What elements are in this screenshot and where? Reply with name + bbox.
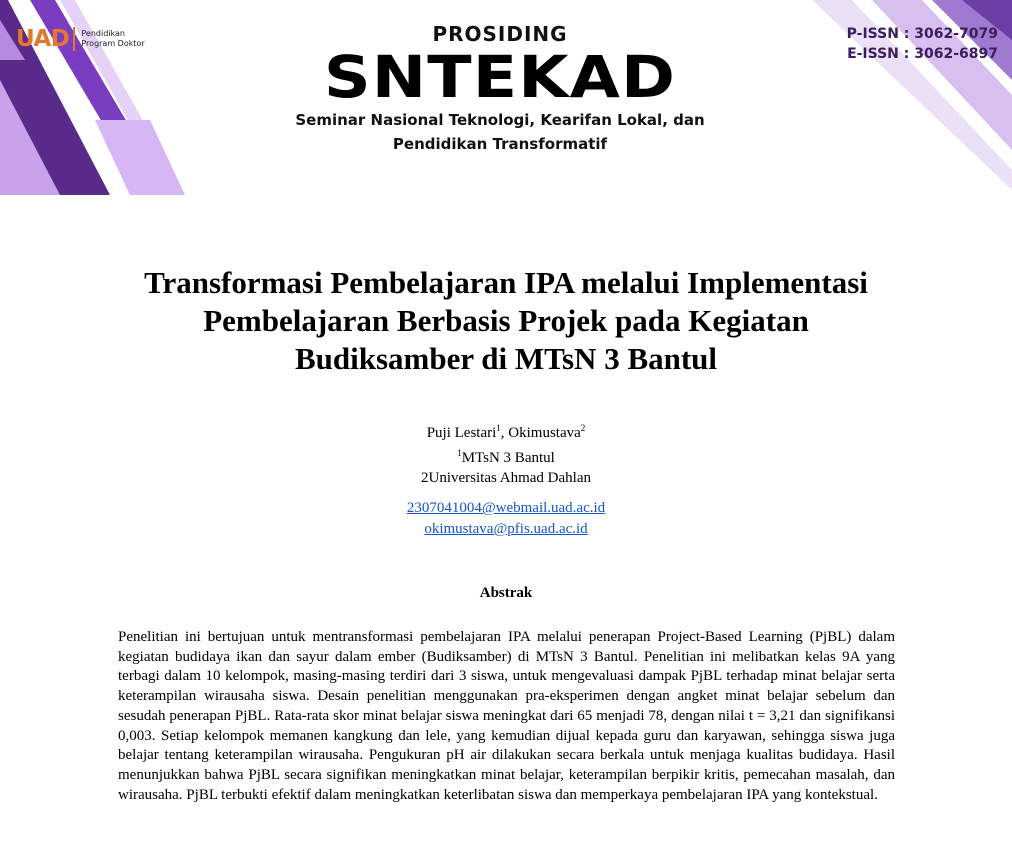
abstract-text: Penelitian ini bertujuan untuk mentransformasi pembelajaran IPA melalui penerapan Project-Based Learning (PjBL) dalam kegiatan budidaya ikan dan sayur dalam ember (Budiksamber) di MTsN 3 Bantul. Penelitian ini melibatkan kelas 9A yang terbagi dalam 10 kelompok, masing-masing terdiri dari 3 siswa, untuk mengevaluasi dampak PjBL terhadap minat belajar serta keterampilan wirausaha siswa. Desain penelitian menggunakan pra-eksperimen dengan angket minat belajar sebelum dan sesudah penerapan PjBL. Rata-rata skor minat belajar siswa meningkat dari 65 menjadi 78, dengan nilai t = 3,21 dan signifikansi 0,003. Setiap kelompok memanen kangkung dan lele, yang kemudian dijual kepada guru dan karyawan, sehingga siswa juga belajar tentang keterampilan wirausaha. Pengukuran pH air dilakukan secara berkala untuk menjaga kualitas budidaya. Hasil menunjukkan bahwa PjBL secara signifikan meningkatkan minat belajar, keterampilan berpikir kritis, pemecahan masalah, dan wirausaha. PjBL terbukti efektif dalam meningkatkan keterlibatan siswa dan memperkaya pembelajaran IPA yang kontekstual. [118, 629, 895, 803]
email-link-2[interactable]: okimustava@pfis.uad.ac.id [424, 521, 588, 537]
logo-subtitle [81, 29, 144, 49]
author-line [256, 418, 756, 443]
author2-sup: 2 [580, 423, 586, 433]
affil1-sup: 1 [457, 448, 462, 458]
paper-title [96, 264, 916, 378]
issn-block [847, 24, 998, 64]
conference-name-line1: Seminar Nasional Teknologi, Kearifan Lokal, dan [295, 111, 705, 129]
affiliation-1 [256, 443, 756, 468]
title-line3: Budiksamber di MTsN 3 Bantul [294, 341, 718, 376]
p-issn: P-ISSN : 3062-7079 [846, 26, 998, 42]
email-link-1[interactable]: 2307041004@webmail.uad.ac.id [406, 500, 606, 516]
logo-divider [73, 27, 75, 51]
email-block [256, 498, 756, 540]
affiliation-2: 2Universitas Ahmad Dahlan [421, 470, 591, 486]
affil1-name: MTsN 3 Bantul [461, 450, 555, 466]
title-line1: Transformasi Pembelajaran IPA melalui Implementasi [144, 265, 868, 300]
conference-name [250, 108, 750, 156]
logo-subtitle-line1: Pendidikan [81, 29, 125, 38]
conference-header [250, 22, 750, 156]
title-line2: Pembelajaran Berbasis Projek pada Kegiatan [203, 303, 809, 338]
author1-name: Puji Lestari [426, 425, 497, 441]
author-separator: , [500, 425, 509, 441]
conference-name-line2: Pendidikan Transformatif [392, 135, 608, 153]
abstract-heading: Abstrak [479, 585, 533, 601]
logo-brand: UAD [16, 26, 70, 52]
author1-sup: 1 [496, 423, 501, 433]
author2-name: Okimustava [508, 425, 581, 441]
conference-acronym: SNTEKAD [323, 43, 677, 111]
prosiding-label: PROSIDING [432, 22, 568, 46]
logo-subtitle-line2: Program Doktor [81, 39, 145, 48]
uad-logo [16, 26, 145, 52]
e-issn: E-ISSN : 3062-6897 [847, 46, 998, 62]
author-block [256, 418, 756, 488]
